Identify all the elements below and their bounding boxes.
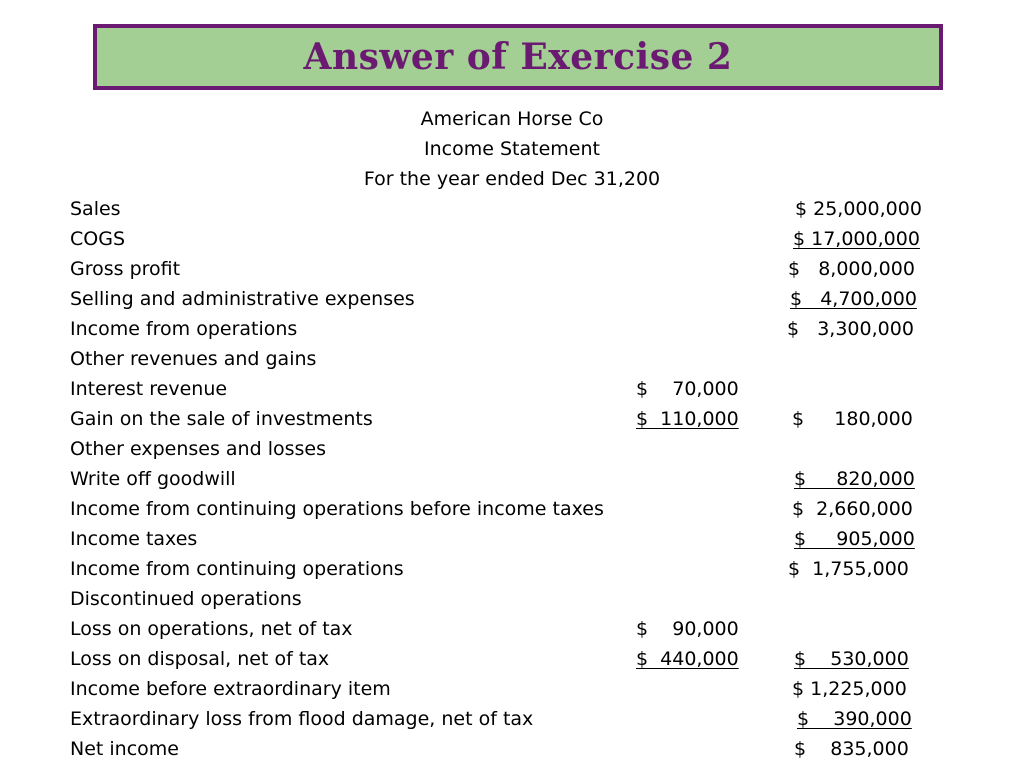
row-subamount: $ 70,000 [636, 378, 739, 400]
row-amount: $ 1,225,000 [792, 678, 907, 700]
row-label: Other expenses and losses [70, 438, 326, 460]
table-row [70, 378, 970, 402]
row-label: Loss on operations, net of tax [70, 618, 353, 640]
table-row [70, 588, 970, 612]
table-row [70, 678, 970, 702]
row-amount: $ 835,000 [794, 738, 909, 760]
row-label: Income before extraordinary item [70, 678, 391, 700]
table-row [70, 318, 970, 342]
row-label: Discontinued operations [70, 588, 302, 610]
table-row [70, 558, 970, 582]
row-amount: $ 1,755,000 [788, 558, 909, 580]
row-amount: $ 3,300,000 [787, 318, 914, 340]
row-amount: $ 2,660,000 [792, 498, 913, 520]
row-label: Income from operations [70, 318, 298, 340]
row-amount: $ 530,000 [794, 648, 909, 670]
statement-name: Income Statement [424, 138, 600, 160]
row-amount: $ 905,000 [794, 528, 915, 550]
title-banner [93, 24, 943, 90]
row-subamount: $ 90,000 [636, 618, 739, 640]
row-label: Income from continuing operations before income taxes [70, 498, 604, 520]
row-label: Income from continuing operations [70, 558, 404, 580]
row-label: Gain on the sale of investments [70, 408, 373, 430]
company-name: American Horse Co [420, 108, 604, 130]
row-amount: $ 4,700,000 [790, 288, 917, 310]
table-row [70, 348, 970, 372]
row-label: Gross profit [70, 258, 181, 280]
table-row [70, 618, 970, 642]
table-row [70, 288, 970, 312]
table-row [70, 438, 970, 462]
row-amount: $ 8,000,000 [788, 258, 915, 280]
row-amount: $ 180,000 [792, 408, 913, 430]
table-row [70, 738, 970, 762]
row-label: Selling and administrative expenses [70, 288, 415, 310]
table-row [70, 528, 970, 552]
slide-title: Answer of Exercise 2 [303, 36, 733, 78]
table-row [70, 408, 970, 432]
row-amount: $ 390,000 [797, 708, 912, 730]
table-row [70, 258, 970, 282]
row-label: COGS [70, 228, 126, 250]
row-label: Extraordinary loss from flood damage, net of tax [70, 708, 534, 730]
row-subamount: $ 110,000 [636, 408, 739, 430]
table-row [70, 228, 970, 252]
statement-period: For the year ended Dec 31,200 [363, 168, 661, 190]
table-row [70, 708, 970, 732]
row-label: Other revenues and gains [70, 348, 317, 370]
row-label: Interest revenue [70, 378, 228, 400]
table-row [70, 198, 970, 222]
row-label: Write off goodwill [70, 468, 236, 490]
row-amount: $ 17,000,000 [793, 228, 920, 250]
row-label: Sales [70, 198, 121, 220]
row-label: Net income [70, 738, 179, 760]
table-row [70, 498, 970, 522]
row-amount: $ 820,000 [794, 468, 915, 490]
row-label: Loss on disposal, net of tax [70, 648, 330, 670]
row-subamount: $ 440,000 [636, 648, 739, 670]
table-row [70, 468, 970, 492]
row-label: Income taxes [70, 528, 198, 550]
row-amount: $ 25,000,000 [795, 198, 922, 220]
table-row [70, 648, 970, 672]
